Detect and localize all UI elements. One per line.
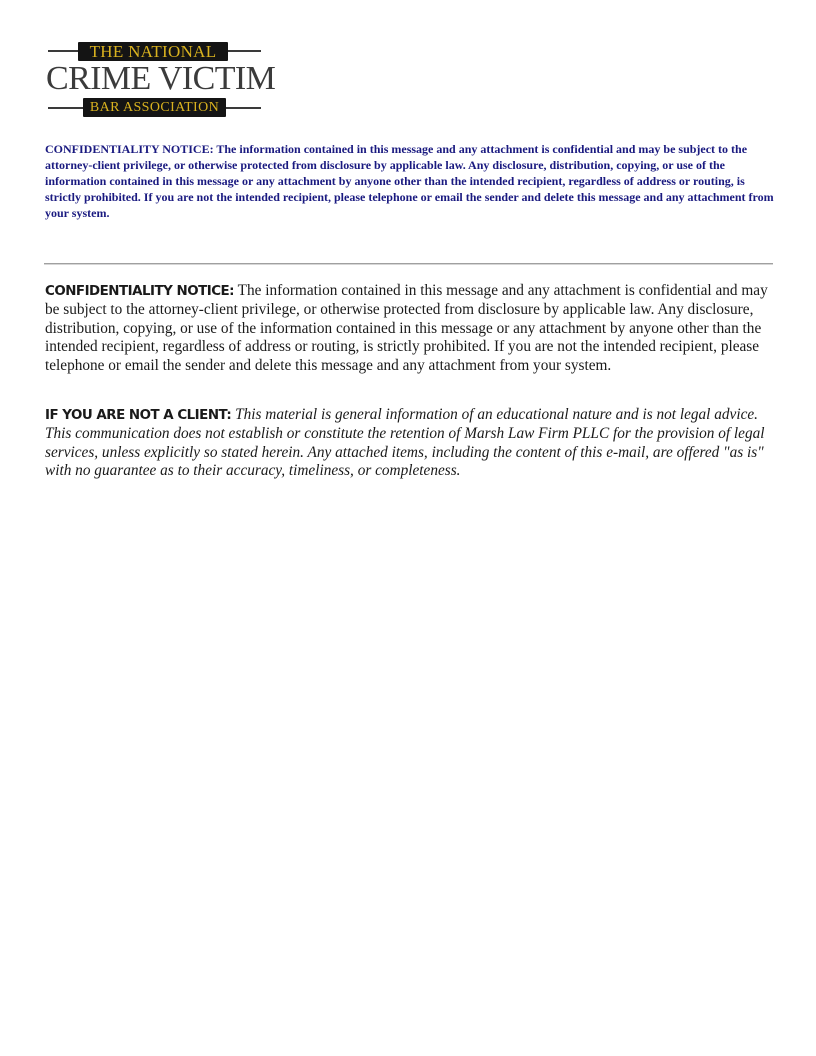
- not-client-text: This material is general information of an educational nature and is not legal advice. This communication does not establish or constitute the retention of Marsh Law Firm PLLC for the provision of legal services, unless explicitly so stated herein. Any attached items, including the content of this e-mail, are offered "as is" with no guarantee as to their accuracy, timeliness, or completeness.: [45, 406, 765, 480]
- logo-main-text: CRIME VICTIM: [46, 60, 276, 97]
- logo-bottom-banner: BAR ASSOCIATION: [83, 98, 226, 117]
- not-client-disclaimer-paragraph: [45, 406, 780, 481]
- logo-top-left-rule: [48, 50, 78, 52]
- confidentiality-notice-label: CONFIDENTIALITY NOTICE:: [45, 284, 235, 299]
- not-client-label: IF YOU ARE NOT A CLIENT:: [45, 408, 232, 423]
- confidentiality-notice-paragraph: [45, 282, 780, 375]
- horizontal-divider: [44, 263, 773, 265]
- logo-top-right-rule: [228, 50, 261, 52]
- organization-logo: [46, 40, 276, 120]
- logo-top-banner: THE NATIONAL: [78, 42, 228, 61]
- logo-bottom-right-rule: [226, 107, 261, 109]
- blue-confidentiality-notice: CONFIDENTIALITY NOTICE: The information contained in this message and any attachment is confidential and may be subject to the attorney-client privilege, or otherwise protected from disclosure by applicable law. Any disclosure, distribution, copying, or use of the information contained in this message or any attachment by anyone other than the intended recipient, regardless of address or routing, is strictly prohibited. If you are not the intended recipient, please telephone or email the sender and delete this message and any attachment from your system.: [45, 142, 774, 220]
- confidentiality-notice-text: The information contained in this message and any attachment is confidential and may be subject to the attorney-client privilege, or otherwise protected from disclosure by applicable law. Any disclosure, distribution, copying, or use of the information contained in this message or any attachment by anyone other than the intended recipient, regardless of address or routing, is strictly prohibited. If you are not the intended recipient, please telephone or email the sender and delete this message and any attachment from your system.: [45, 282, 768, 374]
- logo-bottom-left-rule: [48, 107, 83, 109]
